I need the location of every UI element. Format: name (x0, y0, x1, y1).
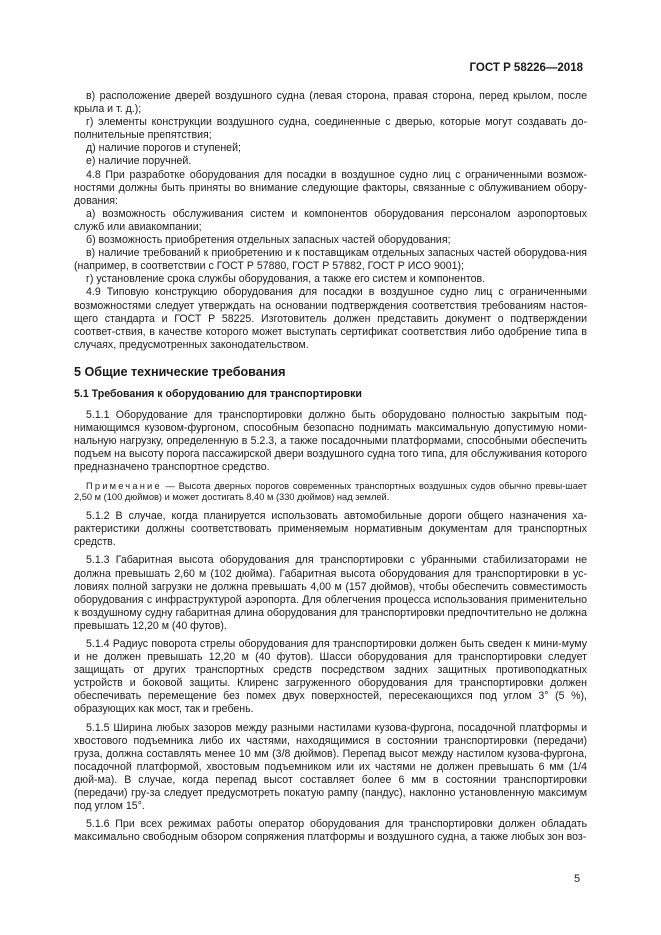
paragraph: е) наличие поручней. (86, 155, 192, 168)
paragraph: в) расположение дверей воздушного судна (левая сторона, правая сторона, перед крылом, после крыла и т. д.); (74, 90, 587, 116)
page-number: 5 (574, 873, 581, 885)
section-title: 5 Общие технические требования (74, 364, 286, 379)
subsection-title: 5.1 Требования к оборудованию для транспортировки (74, 387, 362, 400)
paragraph: а) возможность обслуживания систем и компонентов оборудования персоналом аэропортовых служб или авиакомпании; (74, 207, 587, 233)
paragraph: 5.1.1 Оборудование для транспортировки должно быть оборудовано полностью закрытым под-нимающимся кузовом-фургоном, способным безопасно поднимать максимальную допустимую номи-нальную нагрузку, определенную в 5.2.3, а также посадочными платформами, способными обеспечить подъем на высоту порога пассажирской двери воздушного судна того типа, для обслуживания которого предназначено транспортное средство. (74, 409, 587, 474)
document-code-header: ГОСТ Р 58226—2018 (469, 62, 583, 74)
paragraph: 5.1.4 Радиус поворота стрелы оборудования для транспортировки должен быть сведен к мини-муму и не должен превышать 12,20 м (40 футов). Шасси оборудования для транспортировки следует защищать от других транспортных средств посредством задних защитных противоподкатных устройств и боковой защиты. Клиренс загруженного оборудования для транспортировки должен обеспечивать перемещение без помех двух поверхностей, пересекающихся под углом 3° (5 %), образующих как мост, так и гребень. (74, 637, 587, 716)
paragraph: г) установление срока службы оборудования, а также его систем и компонентов. (86, 273, 486, 286)
paragraph: 5.1.5 Ширина любых зазоров между разными настилами кузова-фургона, посадочной платформы и хвостового подъемника либо их частями, находящимися в состоянии транспортировки (передачи) груза, должна составлять менее 10 мм (3/8 дюймов). Перепад высот между настилом кузова-фургона, посадочной платформой, хвостовым подъемником или их частями не должен превышать 6 мм (1/4 дюй-ма). В случае, когда перепад высот составляет более 6 мм в состоянии транспортировки (передачи) гру-за следует предусмотреть покатую рампу (пандус), наклонно установленную максимум под углом 15°. (74, 721, 587, 813)
paragraph: 4.8 При разработке оборудования для посадки в воздушное судно лиц с ограниченными возмож-ностями должны быть приняты во внимание следующие факторы, связанные с облуживанием обору-дования: (74, 168, 587, 207)
paragraph: д) наличие порогов и ступеней; (86, 142, 241, 155)
paragraph: б) возможность приобретения отдельных запасных частей оборудования; (86, 234, 451, 247)
paragraph: г) элементы конструкции воздушного судна, соединенные с дверью, которые могут создавать до-полнительные препятствия; (74, 116, 587, 142)
note-label: Примечание (86, 480, 162, 491)
paragraph: 5.1.3 Габаритная высота оборудования для транспортировки с убранными стабилизаторами не должна превышать 2,60 м (102 дюйма). Габаритная высота оборудования для транспортировки в ус-ловиях полной загрузки не должна превышать 4,00 м (157 дюймов), чтобы обеспечить совместимость оборудования с инфраструктурой аэропорта. Для облегчения процесса использования применительно к воздушному судну габаритная длина оборудования для транспортировки предпочтительно не должна превышать 12,20 м (40 футов). (74, 554, 587, 632)
paragraph: в) наличие требований к приобретению и к поставщикам отдельных запасных частей оборудова-ния (например, в соответствии с ГОСТ Р 57880, ГОСТ Р 57882, ГОСТ Р ИСО 9001); (74, 247, 587, 273)
paragraph: 5.1.2 В случае, когда планируется использовать автомобильные дороги общего назначения ха-рактеристики должны соответствовать применяемым нормативным документам для транспортных средств. (74, 510, 587, 549)
document-body (74, 90, 587, 844)
note (74, 481, 587, 505)
paragraph: 4.9 Типовую конструкцию оборудования для посадки в воздушное судно лиц с ограниченными возможностями следует утверждать на основании подтверждения соответствия требованиям настоя-щего стандарта и ГОСТ Р 58225. Изготовитель должен представить документ о подтверждении соответ-ствия, в качестве которого может выступать сертификат соответствия либо одобрение типа в случаях, предусмотренных законодательством. (74, 286, 587, 351)
paragraph: 5.1.6 При всех режимах работы оператор оборудования для транспортировки должен обладать максимально свободным обзором сопряжения платформы и воздушного судна, а также любых зон воз- (74, 818, 587, 844)
note-text: — Высота дверных порогов современных транспортных воздушных судов обычно превы-шает 2,50 м (100 дюймов) и может достигать 8,40 м (330 дюймов) над землей. (74, 480, 587, 503)
